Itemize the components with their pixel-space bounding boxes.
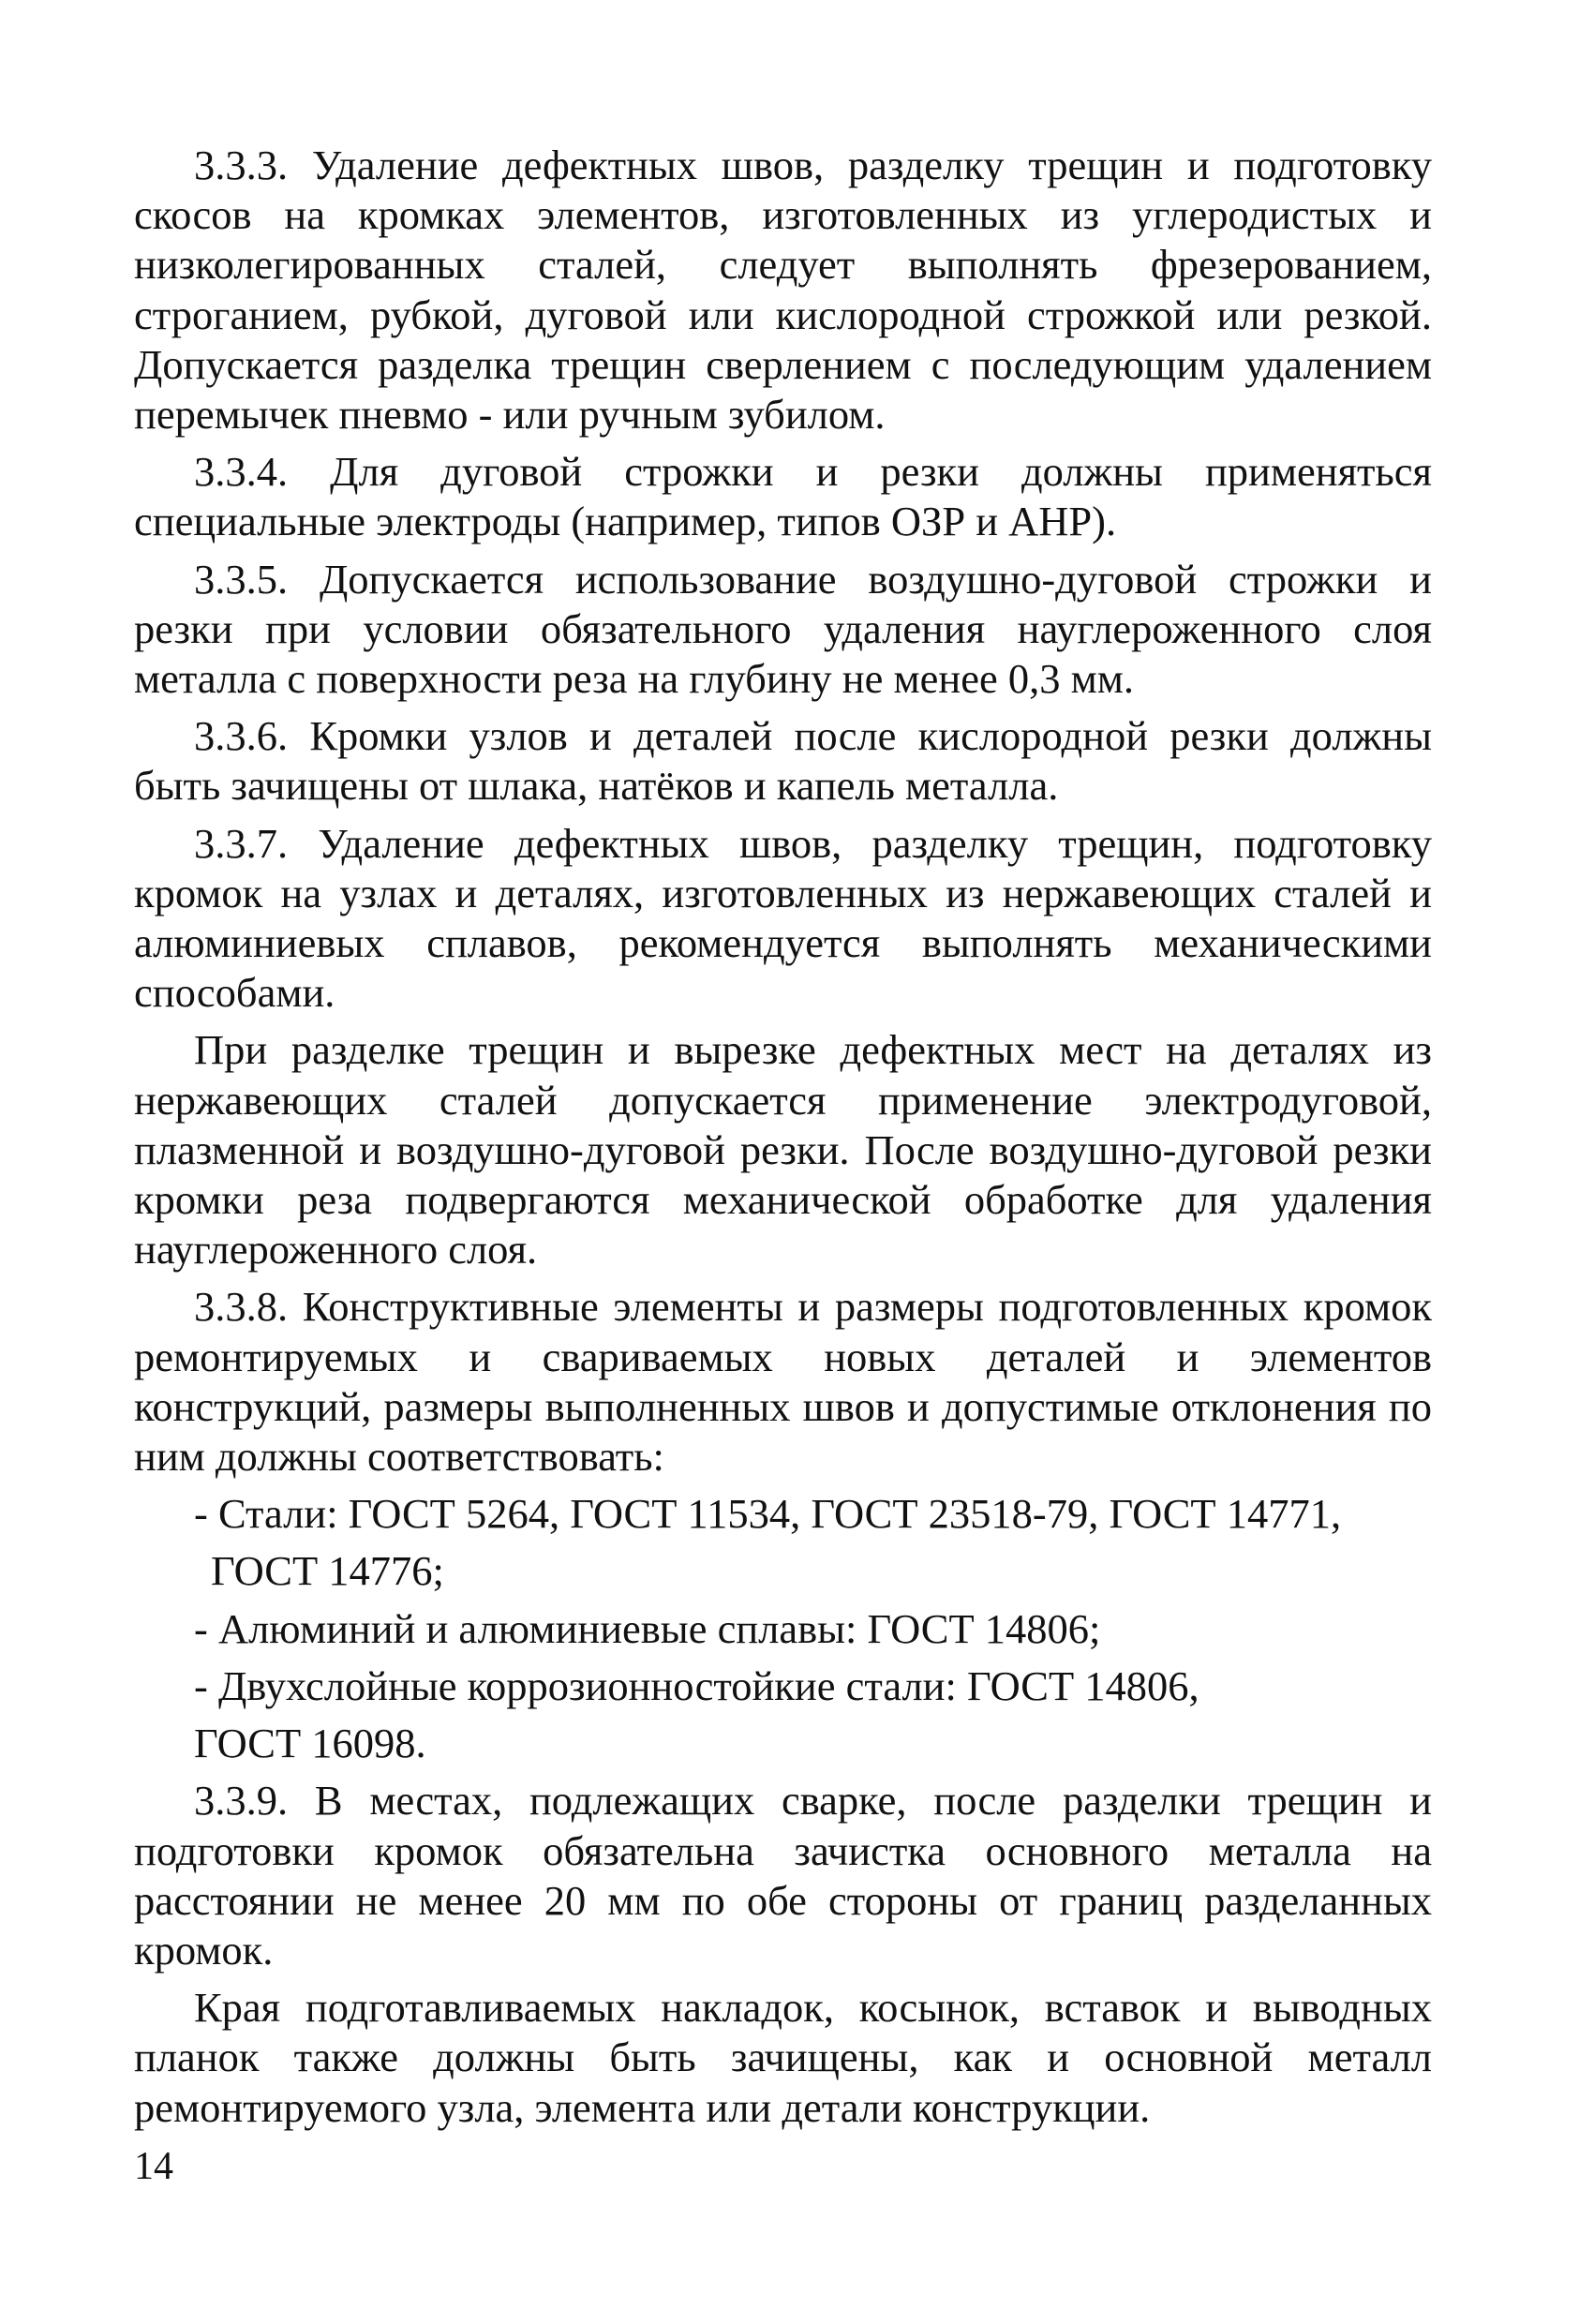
paragraph-3-3-5: 3.3.5. Допускается использование воздушно-дуговой строжки и резки при условии обязательного удаления науглероженного слоя металла с поверхности реза на глубину не менее 0,3 мм.	[134, 555, 1432, 703]
list-item	[134, 1546, 1432, 1596]
list-item-steel-continued: ГОСТ 14776;	[211, 1547, 444, 1595]
paragraph-3-3-7-continued: При разделке трещин и вырезке дефектных мест на деталях из нержавеющих сталей допускается применение электродуговой, плазменной и воздушно-дуговой резки. После воздушно-дуговой резки кромки реза подвергаются механической обработке для удаления науглероженного слоя.	[134, 1026, 1432, 1274]
paragraph-3-3-3: 3.3.3. Удаление дефектных швов, разделку трещин и подготовку скосов на кромках элементов, изготовленных из углеродистых и низколегированных сталей, следует выполнять фрезерованием, строганием, рубкой, дуговой или кислородной строжкой или резкой. Допускается разделка трещин сверлением с последующим удалением перемычек пневмо - или ручным зубилом.	[134, 142, 1432, 439]
page-body	[134, 141, 1432, 2140]
list-item	[134, 1719, 1432, 1768]
paragraph-3-3-7: 3.3.7. Удаление дефектных швов, разделку трещин, подготовку кромок на узлах и деталях, изготовленных из нержавеющих сталей и алюминиевых сплавов, рекомендуется выполнять механическими способами.	[134, 819, 1432, 1017]
paragraph-3-3-6: 3.3.6. Кромки узлов и деталей после кислородной резки должны быть зачищены от шлака, натёков и капель металла.	[134, 712, 1432, 810]
standards-list	[134, 1489, 1432, 1768]
list-item-steel: - Стали: ГОСТ 5264, ГОСТ 11534, ГОСТ 23518-79, ГОСТ 14771,	[194, 1490, 1342, 1538]
paragraph-3-3-9: 3.3.9. В местах, подлежащих сварке, после разделки трещин и подготовки кромок обязательна зачистка основного металла на расстоянии не менее 20 мм по обе стороны от границ разделанных кромок.	[134, 1777, 1432, 1974]
list-item-bilayer-continued: ГОСТ 16098.	[194, 1720, 426, 1767]
paragraph-3-3-9-continued: Края подготавливаемых накладок, косынок, вставок и выводных планок также должны быть зачищены, как и основной металл ремонтируемого узла, элемента или детали конструкции.	[134, 1984, 1432, 2131]
page-number: 14	[134, 2145, 173, 2188]
list-item	[134, 1661, 1432, 1711]
list-item-bilayer: - Двухслойные коррозионностойкие стали: ГОСТ 14806,	[194, 1661, 1199, 1709]
list-item-aluminum: - Алюминий и алюминиевые сплавы: ГОСТ 14806;	[194, 1604, 1101, 1652]
list-item	[134, 1489, 1432, 1539]
list-item	[134, 1604, 1432, 1654]
paragraph-3-3-8: 3.3.8. Конструктивные элементы и размеры подготовленных кромок ремонтируемых и свариваемых новых деталей и элементов конструкций, размеры выполненных швов и допустимые отклонения по ним должны соответствовать:	[134, 1283, 1432, 1481]
paragraph-3-3-4: 3.3.4. Для дуговой строжки и резки должны применяться специальные электроды (например, типов ОЗР и АНР).	[134, 448, 1432, 545]
